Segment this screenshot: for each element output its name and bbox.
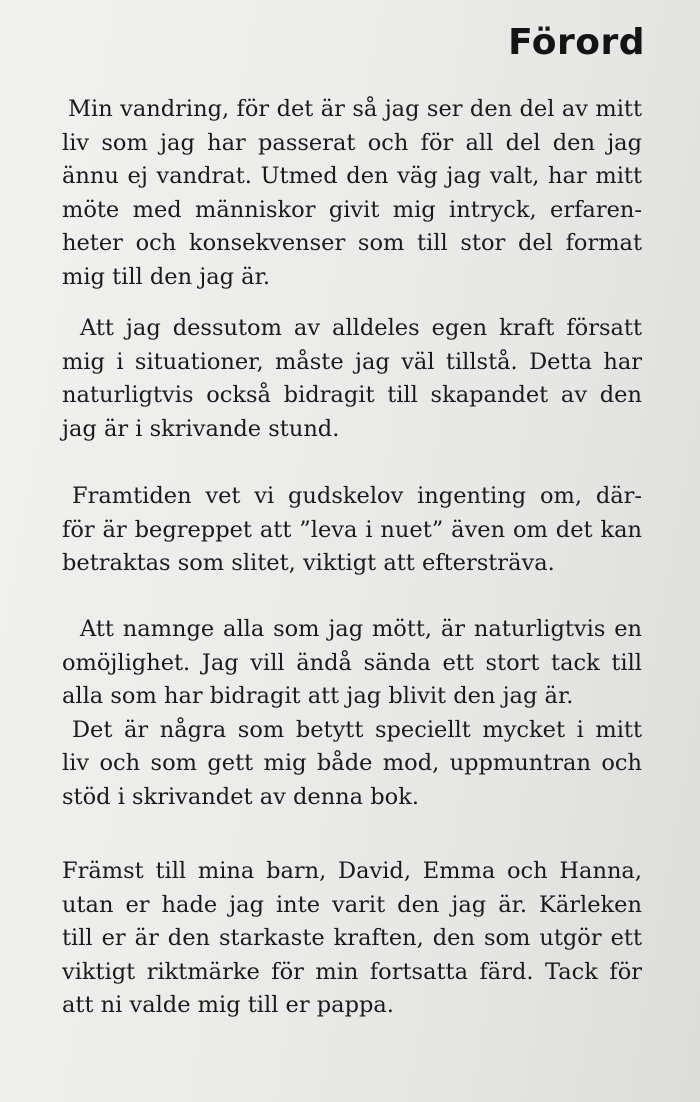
text-line: viktigt riktmärke för min fortsatta färd. Tack för <box>62 958 642 985</box>
text-line: jag är i skrivande stund. <box>62 415 340 442</box>
text-line: Att jag dessutom av alldeles egen kraft försatt <box>80 315 642 341</box>
text-line: till er är den starkaste kraften, den som utgör ett <box>62 925 642 951</box>
text-line: mig till den jag är. <box>62 263 271 290</box>
text-line: mig i situationer, måste jag väl tillstå. Detta har <box>62 348 642 375</box>
text-line: att ni valde mig till er pappa. <box>62 992 394 1018</box>
paragraph-2 <box>62 312 642 446</box>
paragraph-5 <box>62 855 642 1023</box>
text-line: utan er hade jag inte varit den jag är. Kärleken <box>62 891 642 918</box>
text-line: Framtiden vet vi gudskelov ingenting om, där- <box>72 483 642 509</box>
paragraph-4 <box>62 613 642 814</box>
page-title: Förord <box>508 22 645 63</box>
text-line: liv och som gett mig både mod, uppmuntran och <box>62 750 642 776</box>
text-line: heter och konsekvenser som till stor del format <box>62 230 642 256</box>
text-line: naturligtvis också bidragit till skapandet av den <box>62 382 642 408</box>
paragraph-3 <box>62 480 642 581</box>
text-line: stöd i skrivandet av denna bok. <box>62 783 419 810</box>
text-line: Min vandring, för det är så jag ser den del av mitt <box>68 96 642 122</box>
paragraph-1 <box>62 93 642 294</box>
text-line: Att namnge alla som jag mött, är naturligtvis en <box>80 616 642 642</box>
text-line: omöjlighet. Jag vill ändå sända ett stort tack till <box>62 649 642 676</box>
text-line: Främst till mina barn, David, Emma och Hanna, <box>62 858 642 884</box>
text-line: ännu ej vandrat. Utmed den väg jag valt, har mitt <box>62 163 642 189</box>
text-line: liv som jag har passerat och för all del den jag <box>62 129 642 156</box>
text-line: betraktas som slitet, viktigt att eftersträva. <box>62 550 555 576</box>
text-line: Det är några som betytt speciellt mycket i mitt <box>72 716 642 743</box>
text-line: för är begreppet att ”leva i nuet” även om det kan <box>62 516 642 543</box>
text-line: alla som har bidragit att jag blivit den jag är. <box>62 683 574 709</box>
text-line: möte med människor givit mig intryck, erfaren- <box>62 196 642 223</box>
